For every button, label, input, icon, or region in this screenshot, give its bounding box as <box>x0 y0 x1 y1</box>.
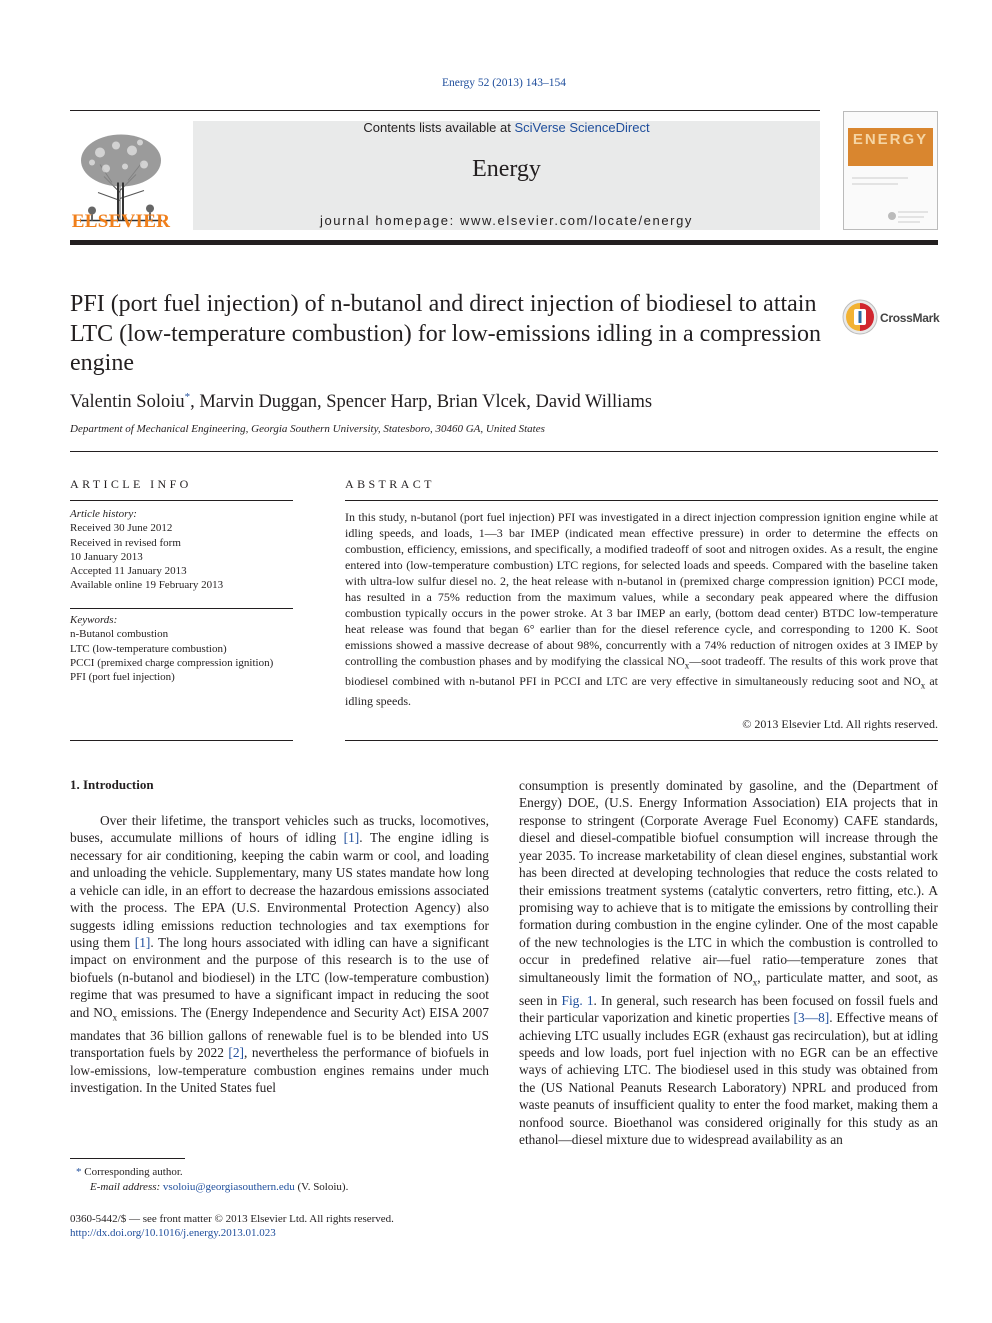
abstract-part: at idling speeds. <box>345 673 938 709</box>
keyword-item: PFI (port fuel injection) <box>70 671 175 684</box>
issn-line: 0360-5442/$ — see front matter © 2013 Elsevier Ltd. All rights reserved. <box>70 1213 394 1225</box>
citation-link[interactable]: [3—8] <box>793 1010 830 1026</box>
cover-title: ENERGY <box>852 131 929 148</box>
intro-paragraph <box>519 777 938 1149</box>
citation-link[interactable]: [2] <box>228 1045 245 1061</box>
abstract-part: In this study, n-butanol (port fuel injection) PFI was investigated in a direct injection compression ignition engine while at idling speeds, and loads, 1—3 bar IMEP (indicated mean effective pressure) in order to determine the effects on combustion, efficiency, emissions, and specifically, a modified tradeoff of soot and nitrogen oxides. As a result, the engine entered into (low-temperature combustion) LTC regions, for selected loads and speeds. Compared with the baseline taken with ultra-low sulfur diesel no. 2, the heat release with n-butanol in (premixed charge compression ignition) PCCI mode, has resulted in a 75% reduction from the maximum values, while a secondary peak appeared where the diffusion combustion typically occurs in the power stroke. At 3 bar IMEP an early, (bottom dead center) BTDC low-temperature heat release was found that began 6° earlier than for the diesel reference cycle, and corresponding to 1200 K. Soot emissions showed a massive decrease of about 98%, concurrently with a 74% reduction of nitrogen oxides at 3 IMEP by controlling the combustion phases and by modifying the classical NO <box>345 510 938 668</box>
author-first: Valentin Soloiu <box>70 392 185 413</box>
subscript: x <box>920 680 926 691</box>
contents-line <box>193 120 820 135</box>
author-rest: , Marvin Duggan, Spencer Harp, Brian Vlcek, David Williams <box>190 392 653 413</box>
intro-right-column <box>519 777 938 1149</box>
text-run: emissions. The (Energy Independence and Security Act) EISA 2007 mandates that 36 billion gallons of renewable fuel is to be blended into US transportation fuels by 2022 <box>70 1004 489 1061</box>
article-info-heading: ARTICLE INFO <box>70 477 192 491</box>
journal-citation-link[interactable]: Energy 52 (2013) 143–154 <box>441 77 567 89</box>
journal-homepage[interactable]: journal homepage: www.elsevier.com/locate/energy <box>319 213 694 228</box>
text-run: , particulate matter, and soot, as seen in <box>519 969 939 1008</box>
citation-link[interactable]: [1] <box>343 830 360 846</box>
intro-heading: 1. Introduction <box>70 777 154 792</box>
article-history <box>70 507 293 593</box>
text-run: . The engine idling is necessary for air conditioning, keeping the cabin warm or cool, and loading and unloading the vehicle. Supplementary, many US states mandate how long a vehicle can idle, in an effort to decrease the hazardous emissions associated with the process. The EPA (U.S. Environmental Protection Agency) also suggests idling emissions reduction technologies and tax exemptions for using them <box>70 830 490 950</box>
text-run: . Effective means of achieving LTC usually includes EGR (exhaust gas recirculation), but at idling speeds and low loads, port fuel injection with no EGR can be an effective ways of achieving LTC. The biodiesel used in this study was obtained from the (US National Peanuts Research Laboratory) NPRL and produced from waste peanuts of insufficient quality to enter the food market, making them a nonfood source. Bioethanol was considered originally for this study as an ethanol—diesel mixture due to widespread availability as an <box>519 1010 939 1148</box>
subscript: x <box>684 659 690 670</box>
crossmark-icon[interactable] <box>842 299 878 335</box>
header-thick-rule <box>70 240 938 245</box>
doi-link[interactable]: http://dx.doi.org/10.1016/j.energy.2013.01.023 <box>70 1227 276 1239</box>
abstract-heading: ABSTRACT <box>345 477 435 491</box>
figure-link[interactable]: Fig. 1 <box>561 992 594 1008</box>
abstract-rule <box>345 500 938 501</box>
keywords <box>70 613 293 684</box>
abstract-part: —soot tradeoff. The results of this work prove that biodiesel combined with n-butanol PFI in PCCI and LTC are very effective in simultaneously reducing soot and NO <box>345 653 938 688</box>
history-item: 10 January 2013 <box>70 550 143 563</box>
footnote-mark[interactable]: * <box>76 1166 82 1178</box>
email-suffix: (V. Soloiu). <box>294 1181 349 1193</box>
keyword-item: PCCI (premixed charge compression ignition) <box>70 656 274 669</box>
cover-lines <box>848 172 933 226</box>
citation-link[interactable]: [1] <box>134 934 151 950</box>
email-note <box>90 1180 348 1195</box>
journal-name: Energy <box>472 156 541 182</box>
subscript: x <box>752 977 758 988</box>
text-run: consumption is presently dominated by gasoline, and the (Department of Energy) DOE, (U.S. Energy Information Association) EIA projects that in response to stringent (Corporate Average Fuel Economy) CAFE standards, diesel and diesel-compatible biofuel consumption will increase through the year 2035. To increase marketability of clean diesel engines, substantial work has been directed at developing technologies that reduce the costs related to their emissions treatment systems (catalytic converters, retro fitting, etc.). A promising way to achieve that is to mitigate the emissions by controlling their formation during combustion in the engine cylinder. One of the most capable of the new technologies is the LTC in which the combustion is controlled to occur in predefined relative air—fuel ratio—temperature zones that simultaneously limit the formation of NO <box>519 778 938 985</box>
email-label: E-mail address: <box>90 1181 161 1193</box>
intro-paragraph <box>70 812 489 1096</box>
corresponding-author-mark[interactable]: * <box>184 391 191 403</box>
subscript: x <box>112 1012 118 1023</box>
intro-left-column <box>70 812 489 1096</box>
email-link[interactable]: vsoloiu@georgiasouthern.edu <box>162 1181 295 1193</box>
title-rule <box>70 451 938 452</box>
crossmark-label[interactable]: CrossMark <box>880 311 940 325</box>
affiliation: Department of Mechanical Engineering, Georgia Southern University, Statesboro, 30460 GA, United States <box>70 423 545 435</box>
history-item: Received in revised form <box>70 536 181 549</box>
footnote-rule <box>70 1158 185 1159</box>
article-info-rule <box>70 500 293 501</box>
contents-prefix: Contents lists available at <box>363 120 515 135</box>
history-item: Received 30 June 2012 <box>70 522 173 535</box>
abstract-text <box>345 510 938 710</box>
text-run: Over their lifetime, the transport vehicles such as trucks, locomotives, buses, accumulate millions of hours of idling <box>70 813 489 846</box>
history-rule <box>70 608 293 609</box>
keywords-label: Keywords: <box>70 614 118 626</box>
author-list <box>70 391 652 413</box>
elsevier-wordmark: ELSEVIER <box>71 211 171 232</box>
article-title: PFI (port fuel injection) of n-butanol and direct injection of biodiesel to attain LTC (low-temperature combustion) for low-emissions idling in a compression engine <box>70 291 821 376</box>
corresponding-author-note <box>70 1165 183 1180</box>
footnote-text: Corresponding author. <box>81 1166 183 1178</box>
text-run: , nevertheless the performance of biofuels in low-emissions, low-temperature combustion engines remains under much investigation. In the United States fuel <box>70 1045 490 1095</box>
text-run: . The long hours associated with idling can have a significant impact on environment and the purpose of this research is to the use of biofuels (n-butanol and biodiesel) in the LTC (low-temperature combustion) regime that was presumed to have a significant impact in reducing the soot and NO <box>70 934 489 1020</box>
keyword-item: n-Butanol combustion <box>70 628 169 641</box>
article-info-bottom-rule <box>70 740 293 741</box>
history-item: Available online 19 February 2013 <box>70 579 224 592</box>
header-top-rule <box>70 110 820 111</box>
history-item: Accepted 11 January 2013 <box>70 565 187 578</box>
keyword-item: LTC (low-temperature combustion) <box>70 642 227 655</box>
abstract-bottom-rule <box>345 740 938 741</box>
sciencedirect-link[interactable]: SciVerse ScienceDirect <box>514 120 650 135</box>
text-run: . In general, such research has been focused on fossil fuels and their particular vaporization and kinetic properties <box>519 992 938 1026</box>
history-label: Article history: <box>70 508 137 520</box>
abstract-copyright: © 2013 Elsevier Ltd. All rights reserved. <box>742 717 938 731</box>
